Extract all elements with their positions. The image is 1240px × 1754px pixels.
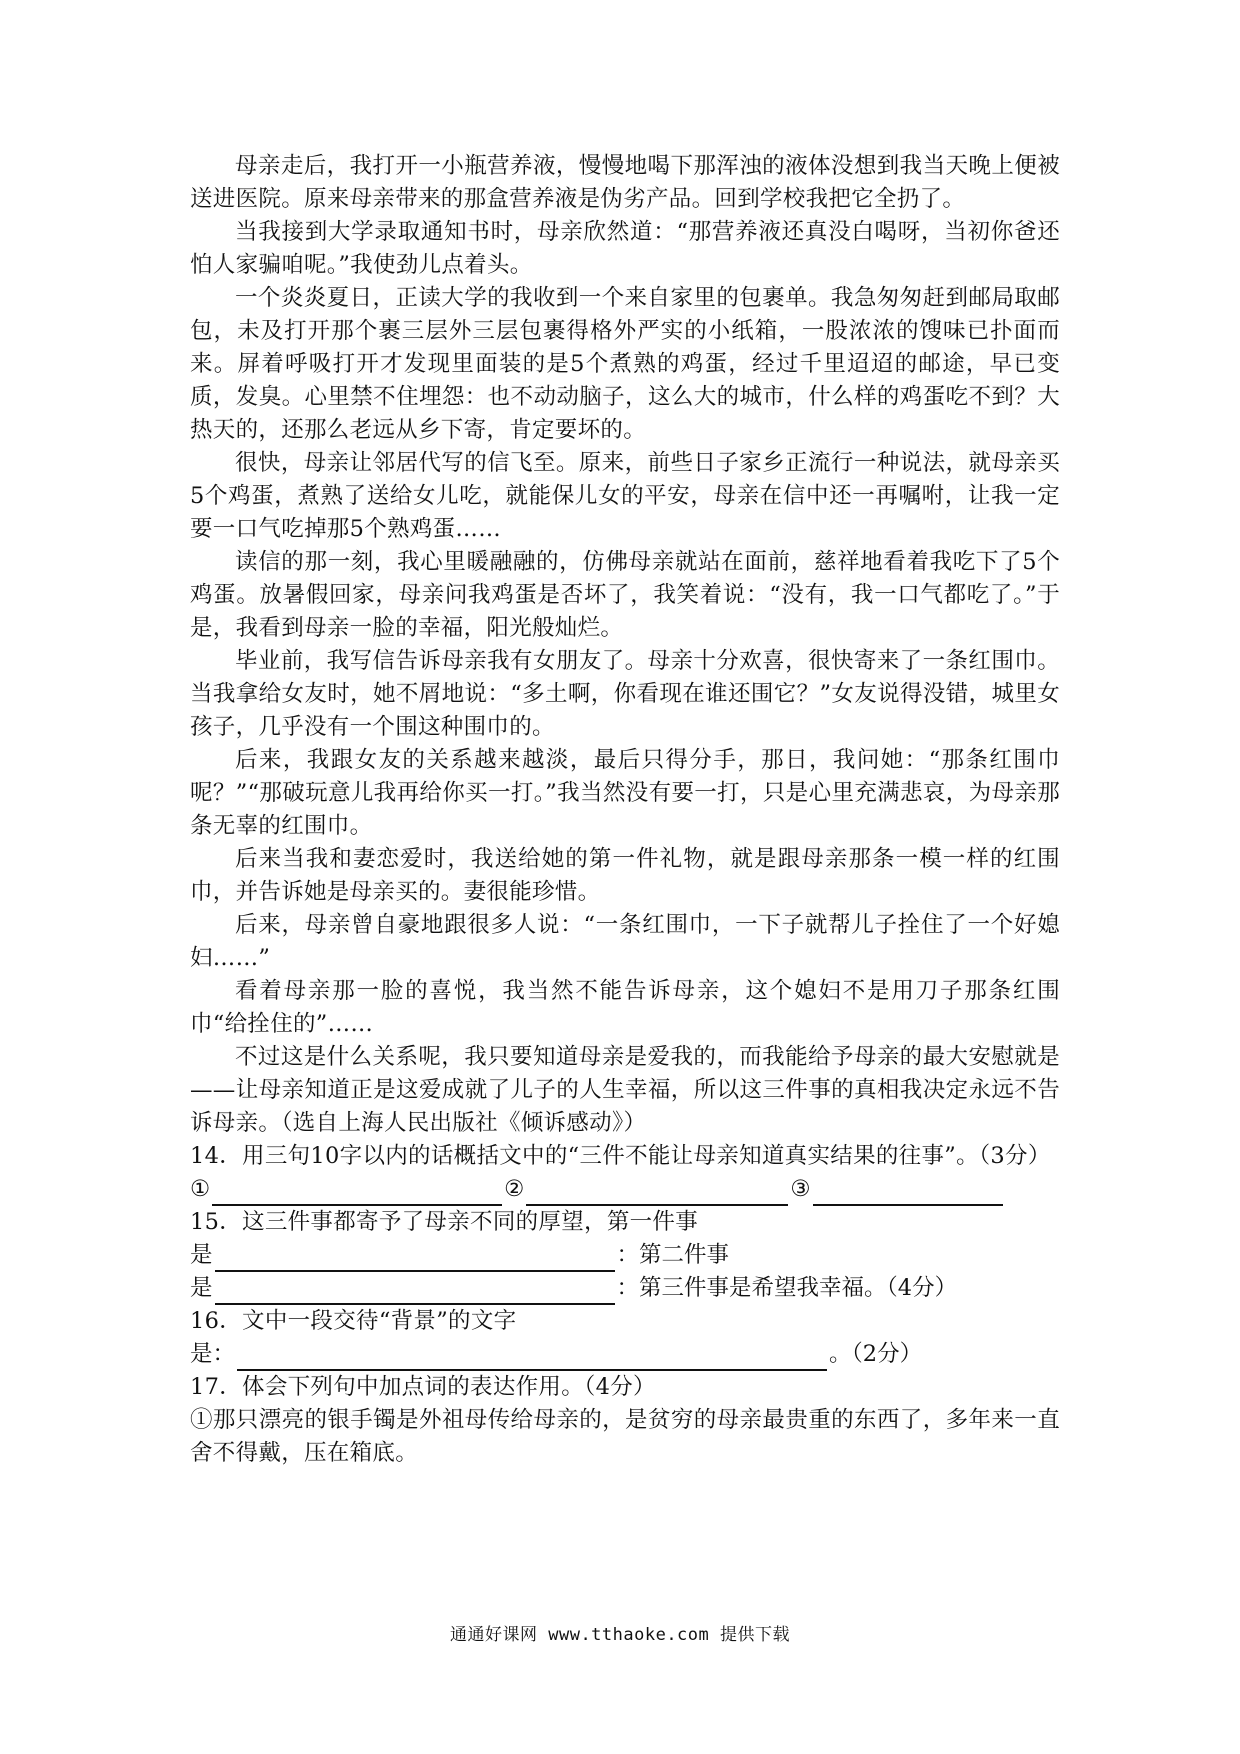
question-15-prefix-2: 是: [190, 1275, 213, 1301]
paragraph-11: 不过这是什么关系呢，我只要知道母亲是爱我的，而我能给予母亲的最大安慰就是——让母亲知道正是这爱成就了儿子的人生幸福，所以这三件事的真相我决定永远不告诉母亲。（选自上海人民出版社《倾诉感动》）: [190, 1044, 1060, 1136]
paragraph-3: 一个炎炎夏日，正读大学的我收到一个来自家里的包裹单。我急匆匆赶到邮局取邮包，未及打开那个裹三层外三层包裹得格外严实的小纸箱，一股浓浓的馊味已扑面而来。屏着呼吸打开才发现里面装的是5个煮熟的鸡蛋，经过千里迢迢的邮途，早已变质，发臭。心里禁不住埋怨：也不动动脑子，这么大的城市，什么样的鸡蛋吃不到？大热天的，还那么老远从乡下寄，肯定要坏的。: [190, 285, 1060, 443]
question-16: 16．文中一段交待“背景”的文字: [190, 1308, 517, 1334]
answer-marker-2: ②: [504, 1176, 525, 1202]
paragraph-4: 很快，母亲让邻居代写的信飞至。原来，前些日子家乡正流行一种说法，就母亲买5个鸡蛋，煮熟了送给女儿吃，就能保儿女的平安，母亲在信中还一再嘱咐，让我一定要一口气吃掉那5个熟鸡蛋……: [190, 450, 1060, 542]
question-14-answers: [190, 1173, 1060, 1206]
answer-marker-1: ①: [190, 1176, 211, 1202]
question-17-item-1: ①那只漂亮的银手镯是外祖母传给母亲的，是贫穷的母亲最贵重的东西了，多年来一直舍不得戴，压在箱底。: [190, 1407, 1060, 1466]
paragraph-2: 当我接到大学录取通知书时，母亲欣然道：“那营养液还真没白喝呀，当初你爸还怕人家骗咱呢。”我使劲儿点着头。: [190, 219, 1060, 278]
answer-blank-16[interactable]: [237, 1345, 827, 1371]
paragraph-8: 后来当我和妻恋爱时，我送给她的第一件礼物，就是跟母亲那条一模一样的红围巾，并告诉她是母亲买的。妻很能珍惜。: [190, 846, 1060, 905]
answer-marker-3: ③: [790, 1176, 811, 1202]
paragraph-1: 母亲走后，我打开一小瓶营养液，慢慢地喝下那浑浊的液体没想到我当天晚上便被送进医院。原来母亲带来的那盒营养液是伪劣产品。回到学校我把它全扔了。: [190, 153, 1060, 212]
paragraph-5: 读信的那一刻，我心里暖融融的，仿佛母亲就站在面前，慈祥地看着我吃下了5个鸡蛋。放暑假回家，母亲问我鸡蛋是否坏了，我笑着说：“没有，我一口气都吃了。”于是，我看到母亲一脸的幸福，阳光般灿烂。: [190, 549, 1060, 641]
question-15: 15．这三件事都寄予了母亲不同的厚望，第一件事: [190, 1209, 699, 1235]
paragraph-9: 后来，母亲曾自豪地跟很多人说：“一条红围巾，一下子就帮儿子拴住了一个好媳妇……”: [190, 912, 1060, 971]
document-body: [190, 150, 1060, 1470]
answer-blank-15-2[interactable]: [215, 1279, 615, 1305]
question-16-prefix: 是：: [190, 1341, 236, 1367]
question-15-line-3: [190, 1272, 1060, 1305]
question-15-mid: ：第二件事: [616, 1242, 730, 1268]
paragraph-6: 毕业前，我写信告诉母亲我有女朋友了。母亲十分欢喜，很快寄来了一条红围巾。当我拿给女友时，她不屑地说：“多土啊，你看现在谁还围它？”女友说得没错，城里女孩子，几乎没有一个围这种围巾的。: [190, 648, 1060, 740]
question-16-end: 。（2分）: [829, 1341, 923, 1367]
paragraph-7: 后来，我跟女友的关系越来越淡，最后只得分手，那日，我问她：“那条红围巾呢？”“那破玩意儿我再给你买一打。”我当然没有要一打，只是心里充满悲哀，为母亲那条无辜的红围巾。: [190, 747, 1060, 839]
question-15-prefix-1: 是: [190, 1242, 213, 1268]
question-16-line-2: [190, 1338, 1060, 1371]
footer-watermark: 通通好课网 www.tthaoke.com 提供下载: [450, 1625, 790, 1645]
answer-blank-1[interactable]: [212, 1180, 502, 1206]
paragraph-10: 看着母亲那一脸的喜悦，我当然不能告诉母亲，这个媳妇不是用刀子那条红围巾“给拴住的”……: [190, 978, 1060, 1037]
question-15-line-2: [190, 1239, 1060, 1272]
question-17: 17．体会下列句中加点词的表达作用。（4分）: [190, 1374, 656, 1400]
question-15-end: ：第三件事是希望我幸福。（4分）: [616, 1275, 958, 1301]
question-14: 14．用三句10字以内的话概括文中的“三件不能让母亲知道真实结果的往事”。（3分）: [190, 1143, 1051, 1169]
answer-blank-3[interactable]: [813, 1180, 1003, 1206]
answer-blank-2[interactable]: [526, 1180, 788, 1206]
answer-blank-15-1[interactable]: [215, 1246, 615, 1272]
